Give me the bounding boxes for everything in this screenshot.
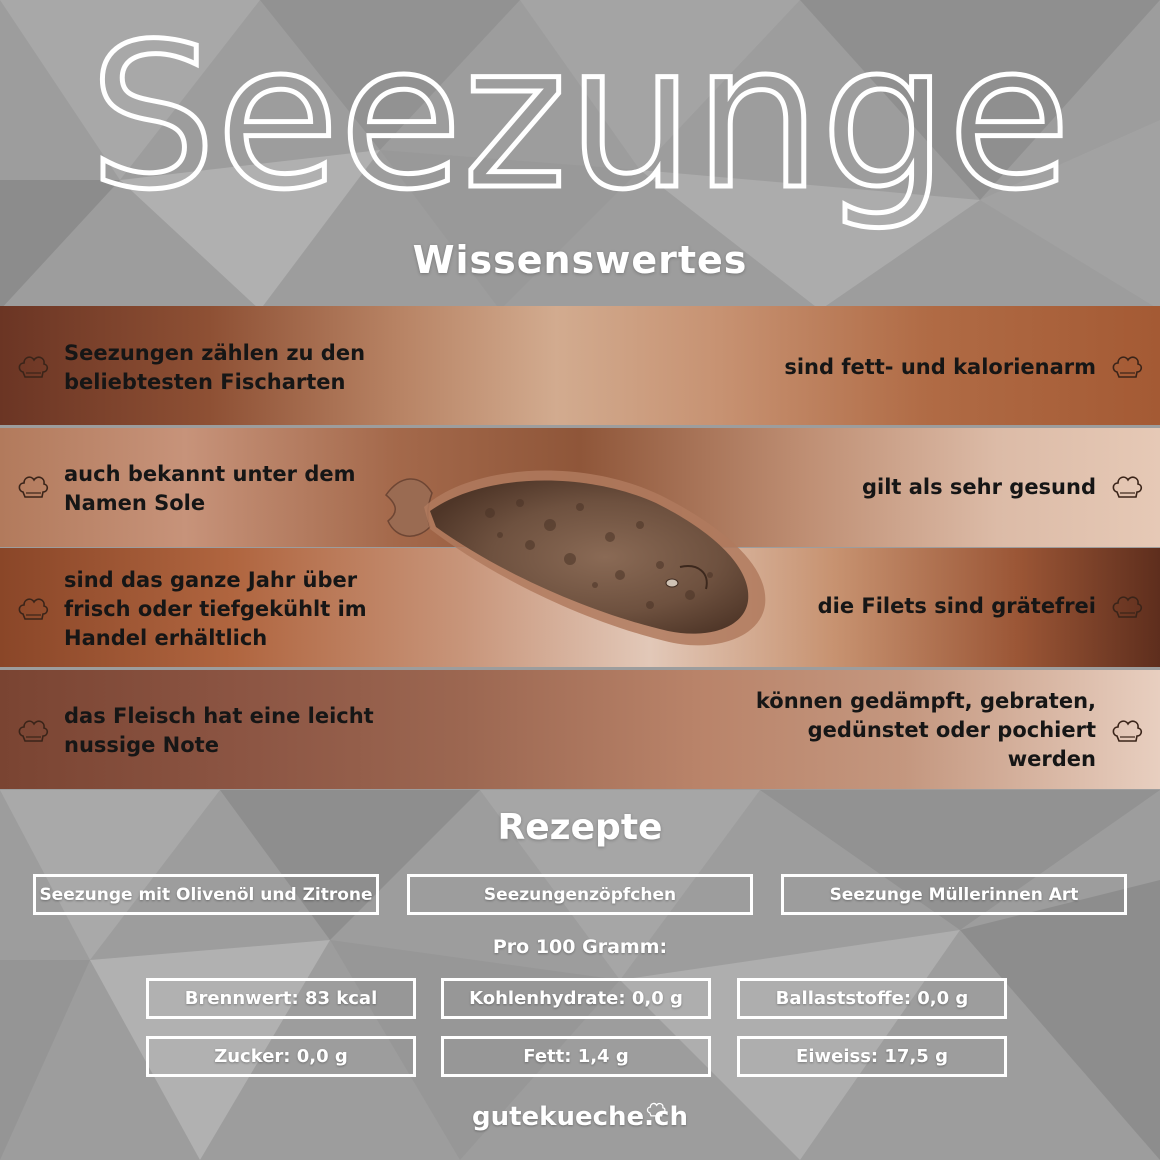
section-heading-recipes: Rezepte (497, 807, 663, 848)
chef-hat-icon (17, 352, 49, 380)
recipe-link-3[interactable]: Seezunge Müllerinnen Art (781, 874, 1127, 915)
fact-left-2: auch bekannt unter dem Namen Sole (64, 462, 356, 515)
nutrition-energy: Brennwert: 83 kcal (146, 978, 416, 1019)
chef-hat-icon (17, 472, 49, 500)
fact-right-4: können gedämpft, gebraten, gedünstet oder pochiert werden (755, 689, 1096, 771)
recipe-link-1[interactable]: Seezunge mit Olivenöl und Zitrone (33, 874, 379, 915)
brand-logo-text: gutekueche.ch (472, 1102, 688, 1132)
chef-hat-icon (17, 716, 49, 744)
chef-hat-icon (1111, 592, 1143, 620)
nutrition-protein: Eiweiss: 17,5 g (737, 1036, 1007, 1077)
page-title (0, 8, 1160, 238)
fact-right-2: gilt als sehr gesund (861, 475, 1096, 499)
nutrition-fiber: Ballaststoffe: 0,0 g (737, 978, 1007, 1019)
svg-text:Seezunge: Seezunge (89, 8, 1071, 234)
chef-hat-icon (1111, 352, 1143, 380)
chef-hat-icon (1111, 716, 1143, 744)
chef-hat-icon (17, 594, 49, 622)
chef-hat-icon (646, 1100, 666, 1118)
nutrition-sugar: Zucker: 0,0 g (146, 1036, 416, 1077)
fact-right-1: sind fett- und kalorienarm (784, 355, 1096, 379)
nutrition-fat: Fett: 1,4 g (441, 1036, 711, 1077)
chef-hat-icon (1111, 472, 1143, 500)
section-heading-facts: Wissenswertes (412, 238, 748, 282)
fact-right-3: die Filets sind grätefrei (817, 594, 1096, 618)
sole-fish-image (380, 455, 775, 655)
fact-left-4: das Fleisch hat eine leicht nussige Note (64, 704, 374, 757)
nutrition-carbs: Kohlenhydrate: 0,0 g (441, 978, 711, 1019)
fact-left-1: Seezungen zählen zu den beliebtesten Fischarten (64, 341, 366, 394)
recipe-link-2[interactable]: Seezungenzöpfchen (407, 874, 753, 915)
nutrition-heading: Pro 100 Gramm: (492, 936, 668, 958)
fact-left-3: sind das ganze Jahr über frisch oder tiefgekühlt im Handel erhältlich (64, 568, 367, 650)
